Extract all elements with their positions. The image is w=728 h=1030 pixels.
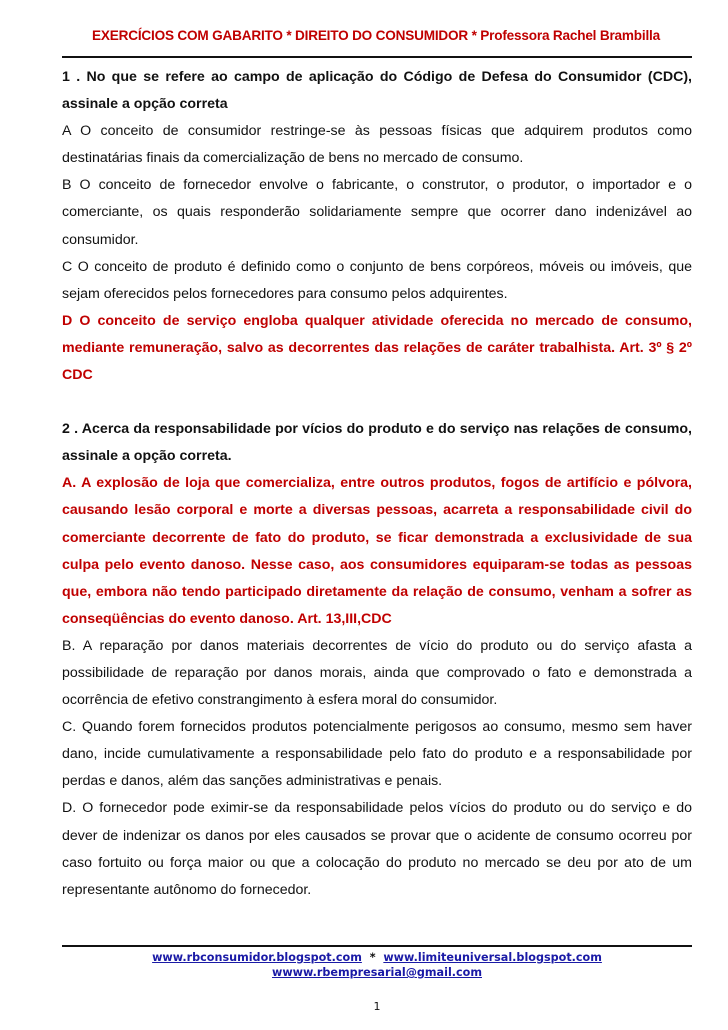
question-1 [62,64,692,389]
footer-separator: * [369,951,376,964]
question-2-option-c: C. Quando forem fornecidos produtos potencialmente perigosos ao consumo, mesmo sem haver dano, incide cumulativamente a responsabilidade pelo fato do produto e a responsabilidade por perdas e danos, além das sanções administrativas e penais. [62,719,692,790]
question-1-option-b: B O conceito de fornecedor envolve o fabricante, o construtor, o produtor, o importador e o comerciante, os quais responderão solidariamente sempre que ocorrer dano indenizável ao consumidor. [62,177,692,248]
question-spacer [62,389,692,416]
footer-link-limiteuniversal[interactable]: www.limiteuniversal.blogspot.com [383,951,602,964]
footer-line-1 [62,950,692,965]
footer-link-email[interactable]: wwww.rbempresarial@gmail.com [272,966,482,979]
question-2-option-d: D. O fornecedor pode eximir-se da responsabilidade pelos vícios do produto ou do serviço e do dever de indenizar os danos por eles causados se provar que o acidente de consumo ocorreu por caso fortuito ou força maior ou que a colocação do produto no mercado se deu por ato de um representante autônomo do fornecedor. [62,800,692,898]
question-1-prompt: 1 . No que se refere ao campo de aplicação do Código de Defesa do Consumidor (CDC), assinale a opção correta [62,69,692,113]
page-number: 1 [373,1000,381,1013]
question-2 [62,416,692,904]
document-body [62,64,692,904]
question-2-option-a-correct: A. A explosão de loja que comercializa, entre outros produtos, fogos de artifício e pólvora, causando lesão corporal e morte a diversas pessoas, acarreta a responsabilidade civil do comerciante decorrente de fato do produto, se ficar demonstrada a exclusividade de sua culpa pelo evento danoso. Nesse caso, aos consumidores equiparam-se todas as pessoas que, embora não tendo participado diretamente da relação de consumo, venham a sofrer as conseqüências do evento danoso. Art. 13,III,CDC [62,475,692,627]
page-header-title: EXERCÍCIOS COM GABARITO * DIREITO DO CONSUMIDOR * Professora Rachel Brambilla [92,28,660,43]
question-2-prompt: 2 . Acerca da responsabilidade por vícios do produto e do serviço nas relações de consumo, assinale a opção correta. [62,421,692,465]
question-2-option-b: B. A reparação por danos materiais decorrentes de vício do produto ou do serviço afasta a possibilidade de reparação por danos morais, ainda que comprovado o fato e demonstrada a ocorrência de efetivo constrangimento à esfera moral do consumidor. [62,637,692,709]
question-1-option-a: A O conceito de consumidor restringe-se às pessoas físicas que adquirem produtos como destinatárias finais da comercialização de bens no mercado de consumo. [62,123,692,167]
footer-line-2 [62,965,692,980]
page-footer [62,950,692,980]
question-1-option-c: C O conceito de produto é definido como o conjunto de bens corpóreos, móveis ou imóveis, que sejam oferecidos pelos fornecedores para consumo pelos adquirentes. [62,258,692,302]
header-divider [62,56,692,58]
footer-divider [62,945,692,947]
question-1-option-d-correct: D O conceito de serviço engloba qualquer atividade oferecida no mercado de consumo, mediante remuneração, salvo as decorrentes das relações de caráter trabalhista. Art. 3º § 2º CDC [62,312,692,384]
footer-link-rbconsumidor[interactable]: www.rbconsumidor.blogspot.com [152,951,362,964]
